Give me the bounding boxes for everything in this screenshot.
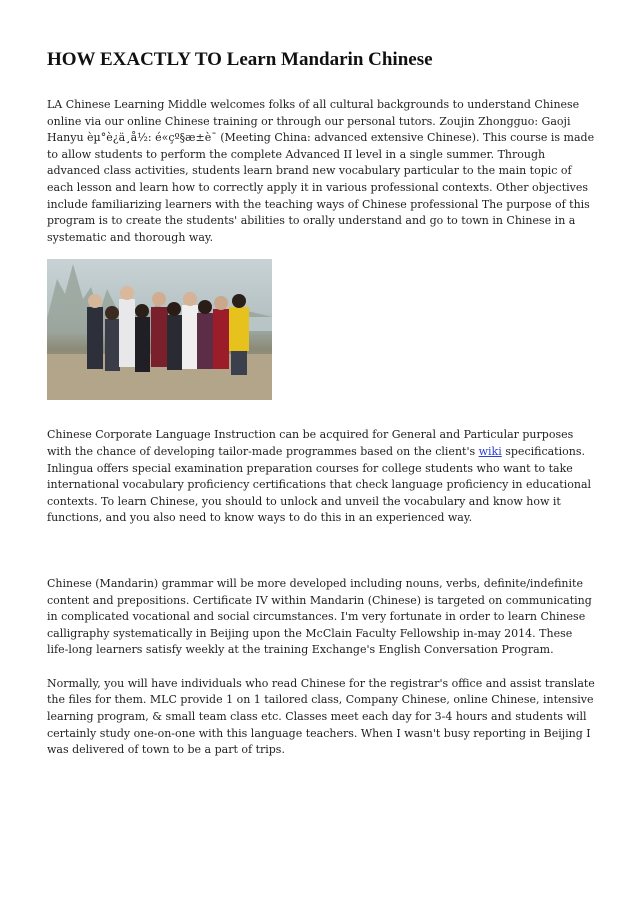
paragraph-corporate xyxy=(47,427,597,527)
paragraph-intro: LA Chinese Learning Middle welcomes folks of all cultural backgrounds to understand Chinese online via our online Chinese training or through our personal tutors. Zoujin Zhongguo: Gaoji Hanyu èµ°è¿ä¸å½: é«çº§æ±è¯ (Meeting China: advanced extensive Chinese). This course is made to allow students to perform the complete Advanced II level in a single summer. Through advanced class activities, students learn brand new vocabulary particular to the main topic of each lesson and learn how to correctly apply it in various professional contexts. Other objectives include familiarizing learners with the teaching ways of Chinese professional The purpose of this program is to create the students' abilities to orally understand and go to town in Chinese in a systematic and thorough way. xyxy=(47,98,595,244)
paragraph-corporate-text-b: specifications. Inlingua offers special examination preparation courses for college students who want to take international vocabulary proficiency certifications that check language proficiency in educational contexts. To learn Chinese, you should to unlock and unveil the vocabulary and know how it functions, and you also need to know ways to do this in an experienced way. xyxy=(47,444,592,525)
article xyxy=(47,48,597,759)
page-title: HOW EXACTLY TO Learn Mandarin Chinese xyxy=(47,49,433,70)
group-photo xyxy=(47,259,272,400)
paragraph-corporate-text-a: Chinese Corporate Language Instruction can be acquired for General and Particular purposes with the chance of developing tailor-made programmes based on the client's xyxy=(47,428,574,458)
paragraph-classes: Normally, you will have individuals who read Chinese for the registrar's office and assist translate the files for them. MLC provide 1 on 1 tailored class, Company Chinese, online Chinese, intensive learning program, & small team class etc. Classes meet each day for 3-4 hours and students will certainly study one-on-one with this language teachers. When I wasn't busy reporting in Beijing I was delivered of town to be a part of trips. xyxy=(47,676,595,757)
wiki-link[interactable]: wiki xyxy=(478,444,502,458)
paragraph-grammar: Chinese (Mandarin) grammar will be more developed including nouns, verbs, definite/indefinite content and prepositions. Certificate IV within Mandarin (Chinese) is targeted on communicating in complicated vocational and social circumstances. I'm very fortunate in order to learn Chinese calligraphy systematically in Beijing upon the McClain Faculty Fellowship in-may 2014. These life-long learners satisfy weekly at the training Exchange's English Conversation Program. xyxy=(47,576,592,657)
